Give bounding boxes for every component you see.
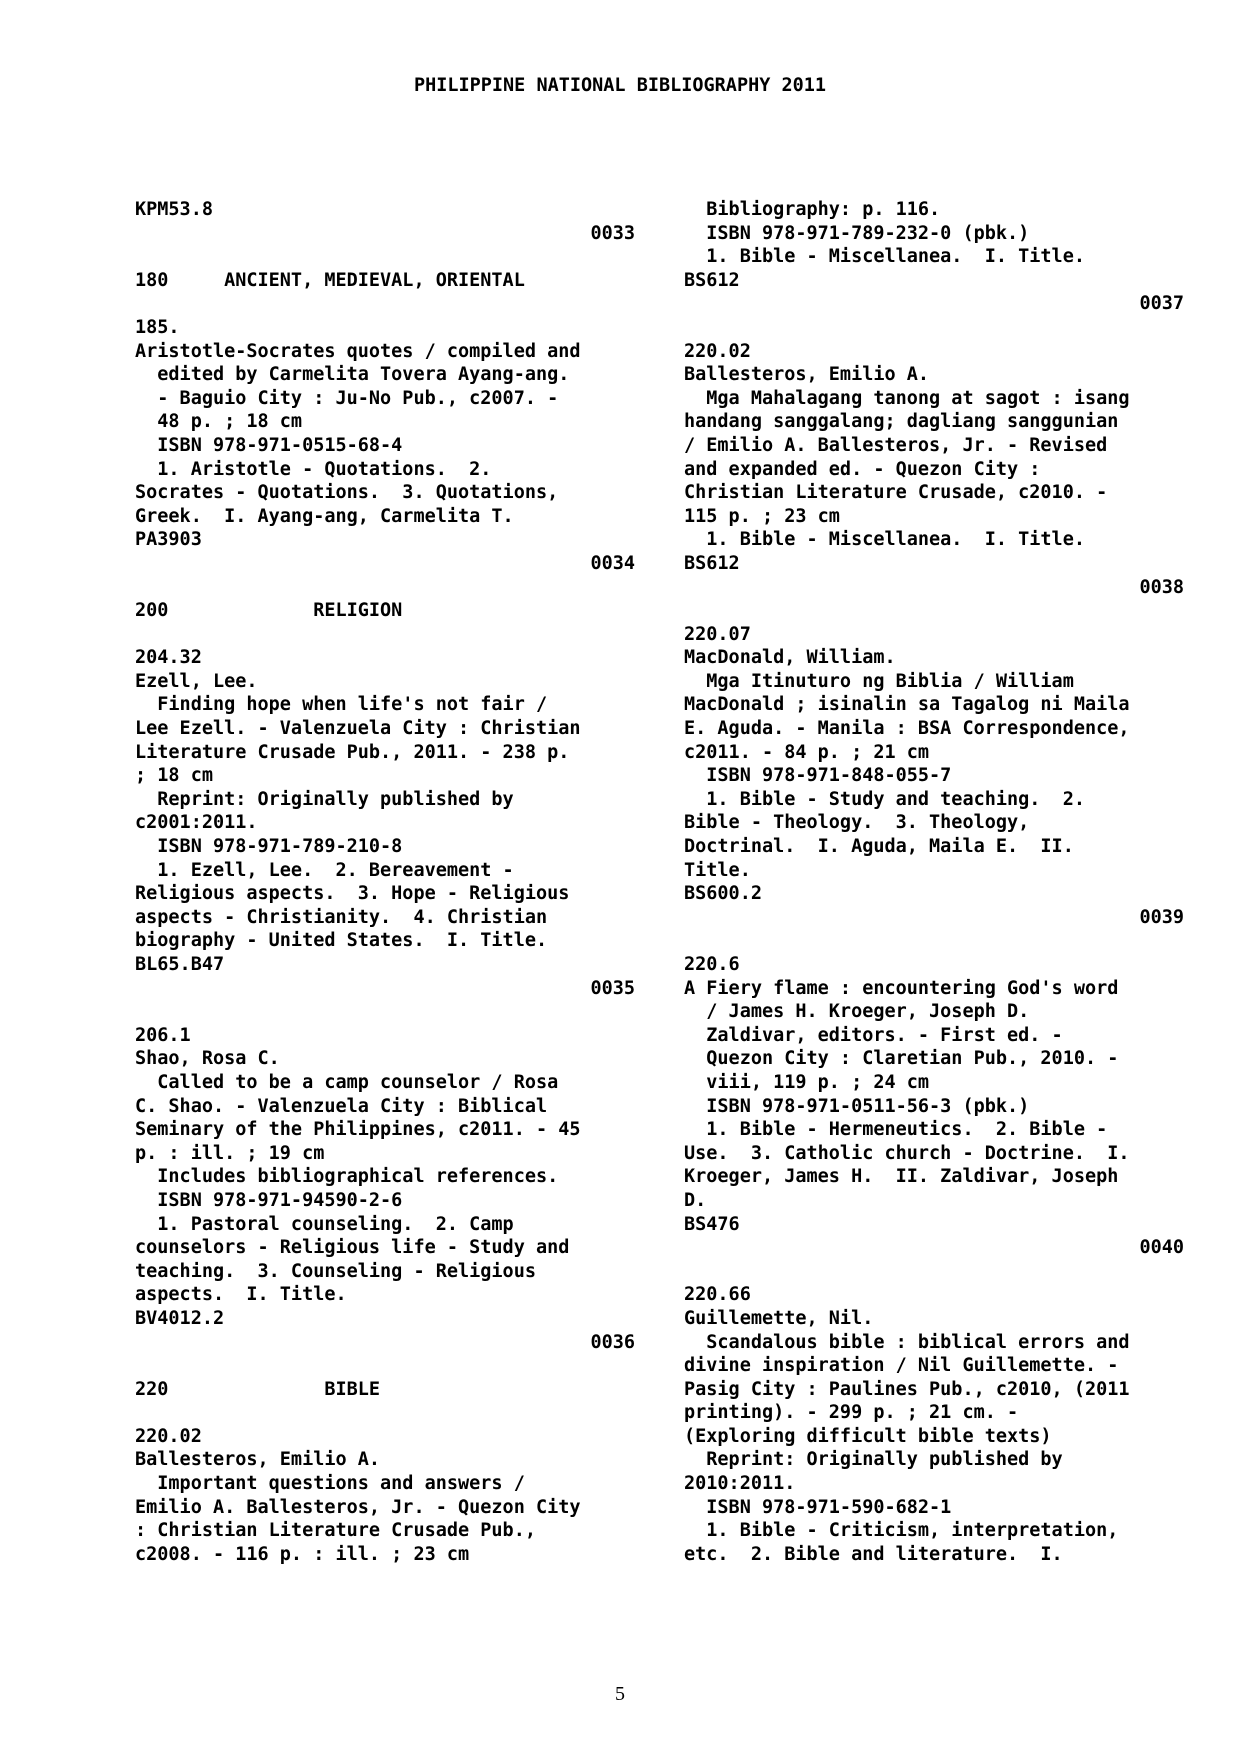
entry-line: 1. Aristotle - Quotations. 2.	[135, 458, 492, 480]
entry-line: divine inspiration / Nil Guillemette. -	[684, 1355, 1119, 1377]
entry-line: 1. Bible - Hermeneutics. 2. Bible -	[684, 1119, 1108, 1141]
entry-line: ISBN 978-971-789-232-0 (pbk.)	[684, 222, 1030, 244]
entry-line: aspects. I. Title.	[135, 1284, 347, 1306]
entry-line: counselors - Religious life - Study and	[135, 1237, 570, 1259]
entry-line: D.	[684, 1189, 707, 1211]
entry-line: 206.1	[135, 1024, 191, 1046]
entry-line: Aristotle-Socrates quotes / compiled and	[135, 340, 581, 362]
entry-line: BS612	[684, 552, 740, 574]
entry-line: c2011. - 84 p. ; 21 cm	[684, 741, 930, 763]
entry-line: 115 p. ; 23 cm	[684, 505, 840, 527]
entry-line: A Fiery flame : encountering God's word	[684, 977, 1119, 999]
entry-line: biography - United States. I. Title.	[135, 930, 548, 952]
entry-line: 220.02	[684, 340, 751, 362]
entry-line: 220.02	[135, 1425, 202, 1447]
entry-line: 1. Ezell, Lee. 2. Bereavement -	[135, 859, 514, 881]
entry-line: 185.	[135, 316, 180, 338]
right-column	[684, 198, 1184, 1566]
blank-line	[135, 1401, 635, 1425]
entry-line: Ballesteros, Emilio A.	[684, 364, 930, 386]
entry-line: 48 p. ; 18 cm	[135, 411, 303, 433]
entry-line: Pasig City : Paulines Pub., c2010, (2011	[684, 1378, 1130, 1400]
entry-number: 0037	[1139, 293, 1184, 315]
entry-line: BS476	[684, 1213, 740, 1235]
entry-line: Ballesteros, Emilio A.	[135, 1449, 381, 1471]
entry-line: 2010:2011.	[684, 1473, 796, 1495]
entry-line: Mga Itinuturo ng Biblia / William	[684, 670, 1074, 692]
entry-number: 0033	[590, 222, 635, 244]
entry-line: Quezon City : Claretian Pub., 2010. -	[684, 1048, 1119, 1070]
left-column	[135, 198, 635, 1566]
blank-line	[135, 623, 635, 647]
entry-line: BV4012.2	[135, 1307, 225, 1329]
entry-line: 1. Bible - Criticism, interpretation,	[684, 1520, 1119, 1542]
entry-line: Seminary of the Philippines, c2011. - 45	[135, 1119, 581, 1141]
entry-line: (Exploring difficult bible texts)	[684, 1425, 1052, 1447]
blank-line	[135, 576, 635, 600]
entry-line: Religious aspects. 3. Hope - Religious	[135, 883, 570, 905]
entry-line: PA3903	[135, 529, 202, 551]
blank-line	[684, 1260, 1184, 1284]
entry-line: BS612	[684, 269, 740, 291]
blank-line	[135, 245, 635, 269]
entry-line: aspects - Christianity. 4. Christian	[135, 906, 548, 928]
entry-line: BS600.2	[684, 883, 762, 905]
entry-line: Ezell, Lee.	[135, 670, 258, 692]
entry-line: - Baguio City : Ju-No Pub., c2007. -	[135, 387, 559, 409]
entry-line: printing). - 299 p. ; 21 cm. -	[684, 1402, 1019, 1424]
entry-line: Scandalous bible : biblical errors and	[684, 1331, 1130, 1353]
entry-number: 0034	[590, 552, 635, 574]
entry-number: 0038	[1139, 576, 1184, 598]
entry-line: : Christian Literature Crusade Pub.,	[135, 1520, 536, 1542]
entry-line: handang sanggalang; dagliang sanggunian	[684, 411, 1119, 433]
entry-line: edited by Carmelita Tovera Ayang-ang.	[135, 364, 570, 386]
entry-line: Kroeger, James H. II. Zaldivar, Joseph	[684, 1166, 1119, 1188]
entry-line: Shao, Rosa C.	[135, 1048, 280, 1070]
entry-line: Use. 3. Catholic church - Doctrine. I.	[684, 1142, 1130, 1164]
page-number: 5	[615, 1683, 625, 1705]
entry-line: MacDonald, William.	[684, 647, 896, 669]
entry-line: Bibliography: p. 116.	[684, 199, 941, 220]
entry-line: ISBN 978-971-590-682-1	[684, 1496, 952, 1518]
entry-line: BL65.B47	[135, 954, 225, 975]
entry-line: 220.6	[684, 954, 740, 975]
entry-line: Bible - Theology. 3. Theology,	[684, 812, 1030, 834]
entry-line: Lee Ezell. - Valenzuela City : Christian	[135, 718, 581, 740]
entry-line: Reprint: Originally published by	[135, 788, 514, 810]
entry-line: ISBN 978-971-0511-56-3 (pbk.)	[684, 1095, 1030, 1117]
entry-number: 0040	[1139, 1237, 1184, 1259]
entry-number: 0035	[590, 977, 635, 999]
entry-line: Zaldivar, editors. - First ed. -	[684, 1024, 1063, 1046]
entry-number: 0036	[590, 1331, 635, 1353]
entry-line: Reprint: Originally published by	[684, 1449, 1063, 1471]
entry-line: 220 BIBLE	[135, 1378, 381, 1400]
entry-line: Title.	[684, 859, 751, 881]
entry-line: Emilio A. Ballesteros, Jr. - Quezon City	[135, 1496, 581, 1518]
entry-line: and expanded ed. - Quezon City :	[684, 458, 1041, 480]
entry-line: 1. Bible - Miscellanea. I. Title.	[684, 246, 1085, 268]
entry-line: Christian Literature Crusade, c2010. -	[684, 482, 1108, 504]
entry-number: 0039	[1139, 906, 1184, 928]
entry-line: 204.32	[135, 647, 202, 669]
entry-line: etc. 2. Bible and literature. I.	[684, 1543, 1063, 1565]
blank-line	[135, 1354, 635, 1378]
entry-line: ISBN 978-971-94590-2-6	[135, 1189, 403, 1211]
blank-line	[684, 316, 1184, 340]
entry-line: 1. Pastoral counseling. 2. Camp	[135, 1213, 514, 1235]
entry-line: MacDonald ; isinalin sa Tagalog ni Maila	[684, 694, 1130, 716]
page-title: PHILIPPINE NATIONAL BIBLIOGRAPHY 2011	[413, 75, 827, 96]
entry-line: ISBN 978-971-789-210-8	[135, 836, 403, 858]
entry-line: / James H. Kroeger, Joseph D.	[684, 1001, 1030, 1023]
entry-line: C. Shao. - Valenzuela City : Biblical	[135, 1095, 548, 1117]
entry-line: KPM53.8	[135, 199, 213, 220]
entry-line: ISBN 978-971-848-055-7	[684, 765, 952, 787]
blank-line	[684, 929, 1184, 953]
entry-line: E. Aguda. - Manila : BSA Correspondence,	[684, 718, 1130, 740]
blank-line	[684, 599, 1184, 623]
entry-line: 1. Bible - Miscellanea. I. Title.	[684, 529, 1085, 551]
entry-line: 180 ANCIENT, MEDIEVAL, ORIENTAL	[135, 269, 525, 291]
entry-line: / Emilio A. Ballesteros, Jr. - Revised	[684, 434, 1108, 456]
entry-line: Mga Mahalagang tanong at sagot : isang	[684, 387, 1130, 409]
entry-line: Finding hope when life's not fair /	[135, 694, 548, 716]
entry-line: 220.66	[684, 1284, 751, 1306]
entry-line: Guillemette, Nil.	[684, 1307, 874, 1329]
entry-line: Called to be a camp counselor / Rosa	[135, 1071, 559, 1093]
entry-line: 1. Bible - Study and teaching. 2.	[684, 788, 1085, 810]
entry-line: viii, 119 p. ; 24 cm	[684, 1071, 930, 1093]
entry-line: Greek. I. Ayang-ang, Carmelita T.	[135, 505, 514, 527]
entry-line: Doctrinal. I. Aguda, Maila E. II.	[684, 836, 1074, 858]
entry-line: Socrates - Quotations. 3. Quotations,	[135, 482, 559, 504]
entry-line: c2008. - 116 p. : ill. ; 23 cm	[135, 1543, 470, 1565]
entry-line: 200 RELIGION	[135, 600, 403, 622]
blank-line	[135, 292, 635, 316]
entry-line: Includes bibliographical references.	[135, 1166, 559, 1188]
entry-line: c2001:2011.	[135, 812, 258, 834]
entry-line: Important questions and answers /	[135, 1473, 525, 1495]
entry-line: p. : ill. ; 19 cm	[135, 1142, 325, 1164]
blank-line	[135, 1000, 635, 1024]
entry-line: ISBN 978-971-0515-68-4	[135, 434, 403, 456]
entry-line: Literature Crusade Pub., 2011. - 238 p.	[135, 741, 570, 763]
entry-line: teaching. 3. Counseling - Religious	[135, 1260, 536, 1282]
entry-line: ; 18 cm	[135, 765, 213, 787]
entry-line: 220.07	[684, 623, 751, 645]
